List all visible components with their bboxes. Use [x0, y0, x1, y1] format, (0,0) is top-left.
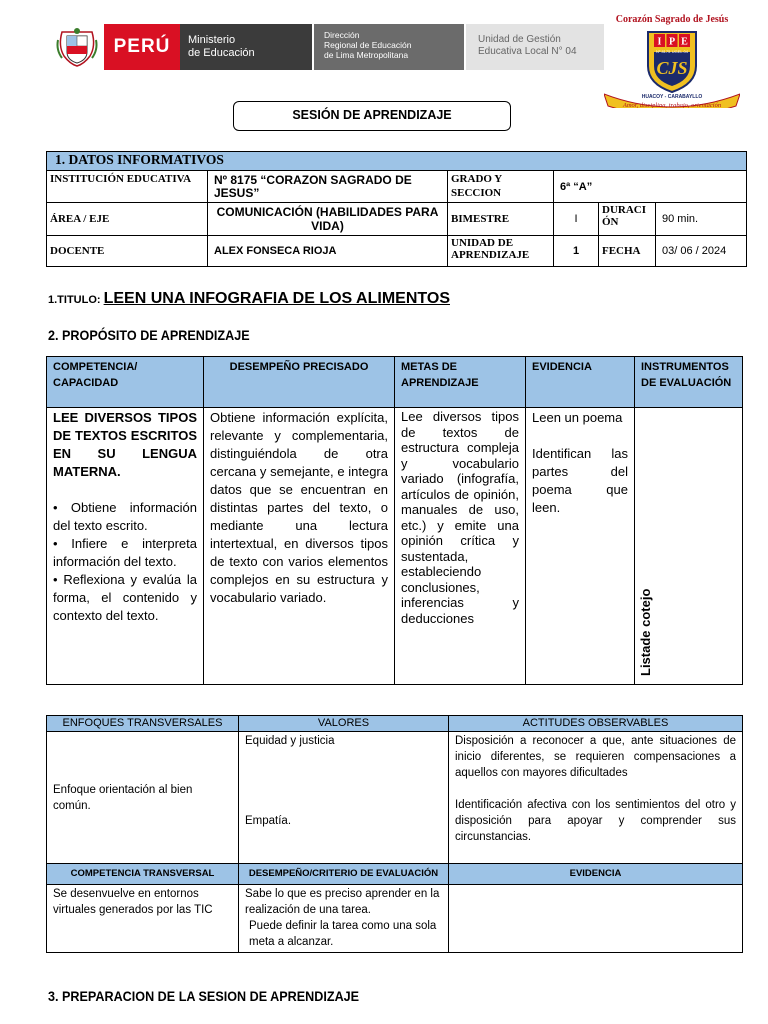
header-evidencia: EVIDENCIA [526, 357, 635, 408]
logo-right-text: UGEL 04 [671, 49, 688, 54]
ministerio-line-1: Ministerio [188, 34, 236, 46]
header-competencia: COMPETENCIA/ CAPACIDAD [47, 357, 204, 408]
header-desempeno: DESEMPEÑO PRECISADO [204, 357, 395, 408]
datos-informativos-table [46, 151, 747, 267]
logo-left-text: Nº 8175 [656, 49, 671, 54]
session-title-text: LEEN UNA INFOGRAFIA DE LOS ALIMENTOS [103, 290, 450, 307]
fecha-label: FECHA [599, 236, 656, 267]
ministerio-label [180, 24, 312, 70]
header-metas: METAS DE APRENDIZAJE [395, 357, 526, 408]
actitud-2: Identificación afectiva con los sentimientos del otro y disposición para apoyar y comprender sus circunstancias. [455, 799, 736, 843]
duracion-label: DURACIÓN [599, 203, 656, 236]
area-value: COMUNICACIÓN (HABILIDADES PARA VIDA) [208, 203, 448, 236]
header-valores: VALORES [239, 716, 449, 732]
session-title [48, 290, 450, 308]
peru-coat-of-arms-icon [50, 24, 104, 70]
header-competencia-transversal: COMPETENCIA TRANSVERSAL [47, 864, 239, 885]
competencia-transversal-cell: Se desenvuelve en entornos virtuales generados por las TIC [47, 885, 239, 953]
header-desempeno-criterio: DESEMPEÑO/CRITERIO DE EVALUACIÓN [239, 864, 449, 885]
dre-line-2: Regional de Educación [324, 40, 412, 50]
header-instrumentos: INSTRUMENTOS DE EVALUACIÓN [635, 357, 743, 408]
session-title-prefix: 1.TITULO: [48, 294, 104, 306]
logo-letter-2: P [668, 36, 676, 48]
capacidad-2: • Infiere e interpreta información del texto. [53, 536, 197, 569]
area-label: ÁREA / EJE [47, 203, 208, 236]
capacidad-1: • Obtiene información del texto escrito. [53, 500, 197, 533]
ugel-line-2: Educativa Local N° 04 [478, 46, 577, 57]
instrumento-cell [635, 408, 743, 685]
desempeno-transversal-cell [239, 885, 449, 953]
enfoques-table [46, 715, 743, 953]
dre-label [314, 24, 464, 70]
desempeno-cell: Obtiene información explícita, relevante y complementaria, distinguiéndola de otra cercana y semejante, e integra datos que se encuentran en distintas partes del texto, o mediante una lectura intertextual, en diversos tipos de texto con varios elementos complejos en su estructura y vocabulario variado. [204, 408, 395, 685]
ministerio-line-2: de Educación [188, 47, 255, 59]
actitudes-cell [449, 732, 743, 864]
valor-1: Equidad y justicia [245, 735, 335, 747]
evidencia-transversal-cell [449, 885, 743, 953]
proposito-heading: 2. PROPÓSITO DE APRENDIZAJE [48, 327, 250, 343]
institucion-label: INSTITUCIÓN EDUCATIVA [47, 171, 208, 203]
preparacion-heading: 3. PREPARACION DE LA SESION DE APRENDIZAJE [48, 988, 360, 1004]
bimestre-label: BIMESTRE [448, 203, 554, 236]
bimestre-value: I [554, 203, 599, 236]
unidad-label: UNIDAD DE APRENDIZAJE [448, 236, 554, 267]
dre-line-3: de Lima Metropolitana [324, 50, 409, 60]
header-enfoques: ENFOQUES TRANSVERSALES [47, 716, 239, 732]
school-logo [600, 14, 744, 106]
dre-line-1: Dirección [324, 30, 360, 40]
header-evidencia-transversal: EVIDENCIA [449, 864, 743, 885]
instrumento-text: Listade cotejo [638, 588, 653, 676]
fecha-value: 03/ 06 / 2024 [656, 236, 747, 267]
evidencia-2: Identifican las partes del poema que leen. [532, 446, 628, 515]
school-crest-icon [604, 28, 740, 108]
enfoque-cell: Enfoque orientación al bien común. [47, 732, 239, 864]
docente-value: ALEX FONSECA RIOJA [208, 236, 448, 267]
capacidad-3: • Reflexiona y evalúa la forma, el contenido y contexto del texto. [53, 572, 197, 623]
grado-value: 6ª “A” [554, 171, 747, 203]
docente-label: DOCENTE [47, 236, 208, 267]
actitud-1: Disposición a reconocer a que, ante situaciones de inicio diferentes, se requieren compensaciones a aquellos con mayores dificultades [455, 735, 736, 779]
competencias-table [46, 356, 743, 685]
logo-letter-1: I [657, 36, 662, 48]
institutional-banner [50, 24, 604, 70]
grado-label: GRADO Y SECCION [448, 171, 554, 203]
header-actitudes: ACTITUDES OBSERVABLES [449, 716, 743, 732]
metas-cell: Lee diversos tipos de textos de estructura compleja y vocabulario variado (infografía, artículos de opinión, manuales de uso, etc.) y emite una opinión crítica y sustentada, estableciendo conclusiones, inferencias y deducciones [395, 408, 526, 685]
logo-letter-3: E [681, 36, 688, 48]
ugel-line-1: Unidad de Gestión [478, 34, 561, 45]
competencia-cell [47, 408, 204, 685]
school-name: Corazón Sagrado de Jesús [615, 14, 729, 25]
competencia-title: LEE DIVERSOS TIPOS DE TEXTOS ESCRITOS EN SU LENGUA MATERNA. [53, 410, 197, 479]
valores-cell [239, 732, 449, 864]
evidencia-cell [526, 408, 635, 685]
page-title: SESIÓN DE APRENDIZAJE [233, 101, 511, 131]
logo-motto: Amor, disciplina, trabajo, orientación [622, 102, 722, 108]
datos-heading: 1. DATOS INFORMATIVOS [47, 152, 747, 171]
evidencia-1: Leen un poema [532, 410, 623, 425]
logo-monogram: CJS [656, 58, 688, 78]
logo-place: HUACOY - CARABAYLLO [641, 94, 703, 100]
ugel-label [466, 24, 604, 70]
unidad-value: 1 [554, 236, 599, 267]
duracion-value: 90 min. [656, 203, 747, 236]
peru-label: PERÚ [104, 24, 180, 70]
desempeno-transversal-2: Puede definir la tarea como una sola meta a alcanzar. [249, 920, 437, 948]
desempeno-transversal-1: Sabe lo que es preciso aprender en la realización de una tarea. [245, 888, 440, 916]
institucion-value: Nº 8175 “CORAZON SAGRADO DE JESUS” [208, 171, 448, 203]
valor-2: Empatía. [245, 815, 292, 827]
